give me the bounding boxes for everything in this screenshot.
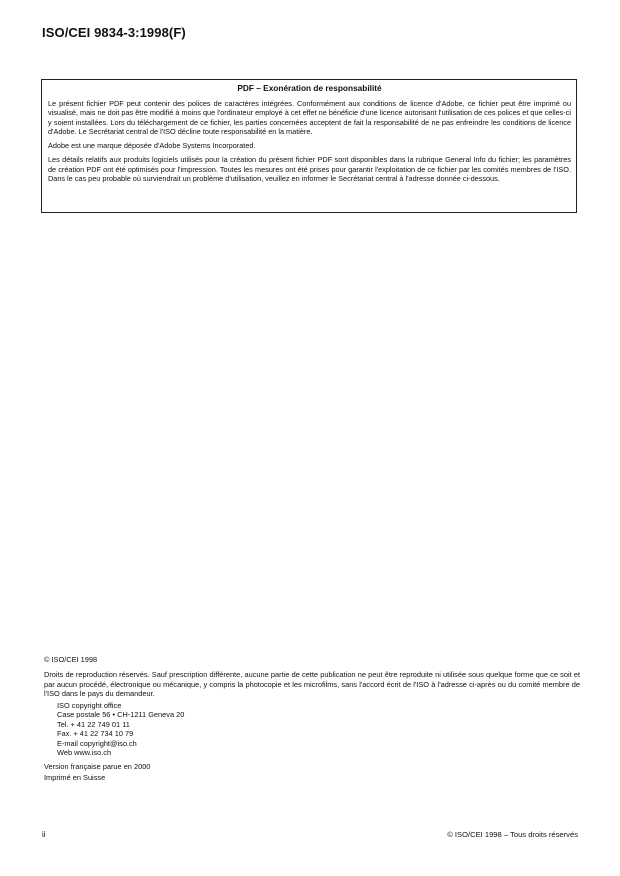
copyright-notice: © ISO/CEI 1998: [44, 655, 98, 664]
disclaimer-paragraph-fonts: Le présent fichier PDF peut contenir des polices de caractères intégrées. Conformément aux conditions de licence d'Adobe, ce fichier peut être imprimé ou visualisé, mais ne doit pas être modifié à moins que l'ordinateur employé à cet effet ne bénéficie d'une licence autorisant l'utilisation de ces polices et que celles-ci y soient installées. Lors du téléchargement de ce fichier, les parties concernées acceptent de fait la responsabilité de ne pas enfreindre les conditions de licence d'Adobe. Le Secrétariat central de l'ISO décline toute responsabilité en la matière.: [48, 99, 571, 136]
disclaimer-paragraph-trademark: Adobe est une marque déposée d'Adobe Systems Incorporated.: [48, 141, 256, 151]
document-header-title: ISO/CEI 9834-3:1998(F): [42, 25, 186, 40]
office-name: ISO copyright office: [57, 700, 122, 710]
page-number: ii: [42, 830, 46, 839]
footer-rights-notice: © ISO/CEI 1998 – Tous droits réservés: [447, 830, 578, 839]
copyright-section: [44, 655, 580, 784]
office-telephone: Tel. + 41 22 749 01 11: [57, 719, 130, 729]
printed-in-note: Imprimé en Suisse: [44, 773, 106, 783]
disclaimer-title: PDF – Exonération de responsabilité: [237, 83, 382, 93]
reproduction-rights-text: Droits de reproduction réservés. Sauf prescription différente, aucune partie de cette publication ne peut être reproduite ni utilisée sous quelque forme que ce soit et par aucun procédé, électronique ou mécanique, y compris la photocopie et les microfilms, sans l'accord écrit de l'ISO à l'adresse ci-après ou du comité membre de l'ISO dans le pays du demandeur.: [44, 670, 580, 699]
office-fax: Fax. + 41 22 734 10 79: [57, 729, 134, 739]
iso-copyright-office-address: [57, 701, 580, 758]
french-version-note: Version française parue en 2000: [44, 761, 151, 771]
office-postal-address: Case postale 56 • CH-1211 Geneva 20: [57, 710, 185, 720]
office-email: E-mail copyright@iso.ch: [57, 738, 137, 748]
disclaimer-paragraph-software: Les détails relatifs aux produits logiciels utilisés pour la création du présent fichier PDF sont disponibles dans la rubrique General Info du fichier; les paramètres de création PDF ont été optimisés pour l'impression. Toutes les mesures ont été prises pour garantir l'exploitation de ce fichier par les comités membres de l'ISO. Dans le cas peu probable où surviendrait un problème d'utilisation, veuillez en informer le Secrétariat central à l'adresse donnée ci-dessous.: [48, 155, 571, 184]
pdf-disclaimer-box: [41, 79, 577, 213]
office-website: Web www.iso.ch: [57, 748, 112, 758]
